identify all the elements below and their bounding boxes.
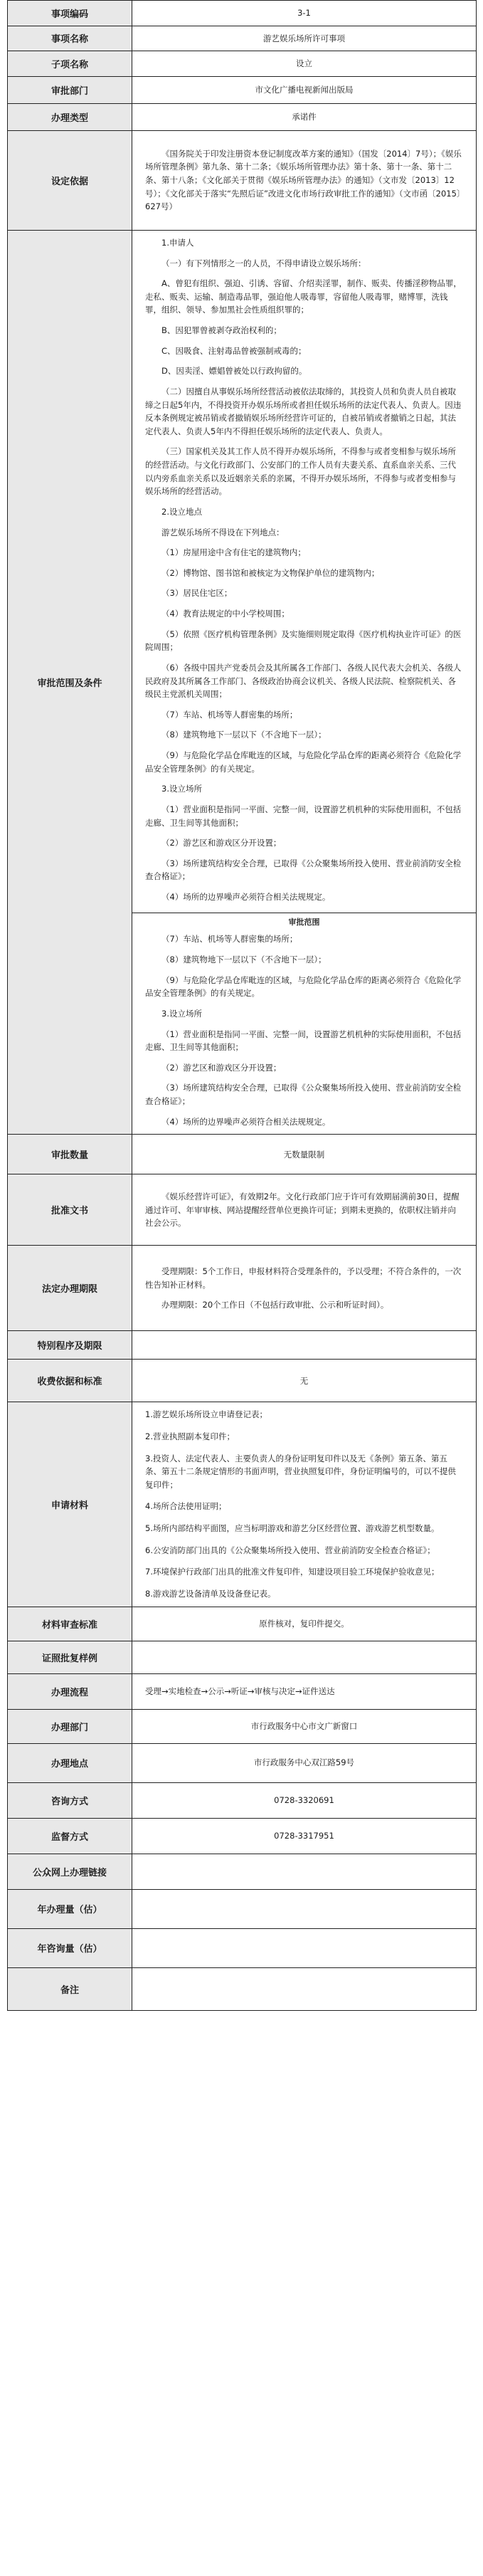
label-type: 办理类型 [8,103,132,130]
scope-paragraph: （3）场所建筑结构安全合理，已取得《公众聚集场所投入使用、营业前消防安全检查合格证》； [145,858,462,882]
label-annual-consult: 年咨询量（估） [8,1928,132,1967]
value-location: 市行政服务中心双江路59号 [132,1743,477,1782]
row-basis [8,130,477,230]
value-type: 承诺件 [132,103,477,130]
row-location [8,1743,477,1782]
scope-paragraph: （9）与危险化学品仓库毗连的区域，与危险化学品仓库的距离必须符合《危险化学品安全管理条例》的有关规定。 [145,750,462,774]
row-name [8,26,477,51]
row-supervise [8,1818,477,1854]
scope-paragraph: 1.申请人 [161,237,194,248]
scope-paragraph: A、曾犯有组织、强迫、引诱、容留、介绍卖淫罪，制作、贩卖、传播淫秽物品罪，走私、贩卖、运输、制造毒品罪，强迫他人吸毒罪，容留他人吸毒罪，赌博罪，洗钱罪，组织、领导、参加黑社会性质组织罪的； [145,278,462,315]
scope-continuation-paragraph: （8）建筑物地下一层以下（不含地下一层）； [161,955,327,965]
label-quantity: 审批数量 [8,1135,132,1174]
scope-continuation-paragraph: （1）营业面积是指同一平面、完整一间，设置游艺机机种的实际使用面积，不包括走廊、卫生间等其他面积； [145,1029,462,1053]
scope-paragraph: （三）国家机关及其工作人员不得开办娱乐场所，不得参与或者变相参与娱乐场所的经营活动。与文化行政部门、公安部门的工作人员有夫妻关系、直系血亲关系、三代以内旁系血亲关系以及近姻亲关系的亲属，不得开办娱乐场所，不得参与或者变相参与娱乐场所的经营活动。 [145,446,456,497]
scope-paragraph: （1）房屋用途中含有住宅的建筑物内； [161,547,306,558]
scope-paragraph: 2.设立地点 [161,506,202,517]
value-material-std: 原件核对，复印件提交。 [132,1607,477,1641]
value-dept: 市文化广播电视新闻出版局 [132,76,477,103]
scope-paragraph: （5）依照《医疗机构管理条例》及实施细则规定取得《医疗机构执业许可证》的医院周围； [145,629,462,653]
materials-item: 4.场所合法使用证明； [145,1501,227,1512]
label-handling-dept: 办理部门 [8,1709,132,1743]
scope-cut-label: 审批范围 [288,917,320,927]
row-fee [8,1360,477,1402]
scope-paragraph: C、因吸食、注射毒品曾被强制戒毒的； [161,345,307,356]
label-process: 办理流程 [8,1673,132,1709]
row-cert-sample [8,1641,477,1673]
basis-text: 《国务院关于印发注册资本登记制度改革方案的通知》（国发〔2014〕7号）；《娱乐场所管理条例》第九条、第十二条；《娱乐场所管理办法》第十条、第十一条、第十二条、第十八条；《文化部关于贯彻《娱乐场所管理办法》的通知》（文市发〔2013〕12号）；《文化部关于落实“先照后证”改进文化市场行政审批工作的通知》（文市函〔2015〕627号） [145,148,462,212]
label-subitem: 子项名称 [8,51,132,77]
label-remarks: 备注 [8,1967,132,2010]
value-name: 游艺娱乐场所许可事项 [132,26,477,51]
row-code [8,1,477,26]
label-dept: 审批部门 [8,76,132,103]
scope-continuation-paragraph: （7）车站、机场等人群密集的场所； [161,934,298,945]
row-scope [8,230,477,1134]
scope-paragraph: D、因卖淫、嫖娼曾被处以行政拘留的。 [161,366,307,377]
scope-paragraph: （2）游艺区和游戏区分开设置； [161,838,282,848]
label-name: 事项名称 [8,26,132,51]
scope-paragraph: （4）场所的边界噪声必须符合相关法规规定。 [161,892,331,902]
scope-paragraph: （一）有下列情形之一的人员，不得申请设立娱乐场所： [161,258,366,268]
materials-item: 8.游戏游艺设备清单及设备登记表。 [145,1588,276,1599]
materials-item: 7.环境保护行政部门出具的批准文件复印件，知建设项目验工环境保护验收意见； [145,1567,440,1577]
scope-paragraphs [145,236,463,904]
label-cert-sample: 证照批复样例 [8,1641,132,1673]
value-code: 3-1 [132,1,477,26]
row-online [8,1854,477,1889]
label-consult: 咨询方式 [8,1782,132,1818]
row-quantity [8,1135,477,1174]
scope-paragraph: （3）居民住宅区； [161,588,233,599]
scope-paragraph: B、因犯罪曾被剥夺政治权利的； [161,325,282,335]
value-online [132,1854,477,1889]
row-type [8,103,477,130]
value-scope [132,230,477,1134]
value-fee: 无 [132,1360,477,1402]
value-basis [132,130,477,230]
scope-paragraph: （二）因擅自从事娱乐场所经营活动被依法取缔的，其投资人员和负责人员自被取缔之日起5年内，不得投资开办娱乐场所或者担任娱乐场所的法定代表人、负责人。因违反本条例规定被吊销或者撤销娱乐场所经营许可证的，自被吊销或者撤销之日起，其法定代表人、负责人5年内不得担任娱乐场所的法定代表人、负责人。 [145,386,462,436]
label-annual-volume: 年办理量（估） [8,1889,132,1928]
item-details-table [7,0,477,2011]
value-supervise: 0728-3317951 [132,1818,477,1854]
row-remarks [8,1967,477,2010]
label-special: 特别程序及期限 [8,1331,132,1360]
value-annual-consult [132,1928,477,1967]
row-dept [8,76,477,103]
value-consult: 0728-3320691 [132,1782,477,1818]
row-materials [8,1402,477,1607]
deadline-accept: 受理期限：5个工作日，申报材料符合受理条件的，予以受理；不符合条件的，一次性告知补正材料。 [145,1266,462,1290]
scope-paragraph: 3.设立场所 [161,784,202,794]
value-process: 受理→实地检查→公示→听证→审核与决定→证件送达 [132,1673,477,1709]
row-doc [8,1174,477,1246]
scope-continuation-paragraph: （9）与危险化学品仓库毗连的区域，与危险化学品仓库的距离必须符合《危险化学品安全管理条例》的有关规定。 [145,974,462,999]
scope-paragraph: （6）各级中国共产党委员会及其所属各工作部门、各级人民代表大会机关、各级人民政府及其所属各工作部门、各级政治协商会议机关、各级人民法院、检察院机关、各级民主党派机关周围； [145,662,462,700]
row-annual-volume [8,1889,477,1928]
materials-item: 3.投资人、法定代表人、主要负责人的身份证明复印件以及无《条例》第五条、第五条、第五十二条规定情形的书面声明，营业执照复印件，身份证明编号的，可以不提供复印件； [145,1453,456,1490]
row-material-std [8,1607,477,1641]
materials-item: 6.公安消防部门出具的《公众聚集场所投入使用、营业前消防安全检查合格证》； [145,1545,435,1555]
label-online: 公众网上办理链接 [8,1854,132,1889]
label-location: 办理地点 [8,1743,132,1782]
label-supervise: 监督方式 [8,1818,132,1854]
value-cert-sample [132,1641,477,1673]
scope-paragraph: （2）博物馆、图书馆和被核定为文物保护单位的建筑物内； [161,567,380,578]
label-scope: 审批范围及条件 [8,230,132,1134]
row-annual-consult [8,1928,477,1967]
row-special [8,1331,477,1360]
value-handling-dept: 市行政服务中心市文广新窗口 [132,1709,477,1743]
label-deadline: 法定办理期限 [8,1246,132,1331]
scope-paragraph: （8）建筑物地下一层以下（不含地下一层）； [161,730,327,740]
materials-item: 5.场所内部结构平面图，应当标明游戏和游艺分区经营位置、游戏游艺机型数量。 [145,1523,440,1534]
value-remarks [132,1967,477,2010]
row-handling-dept [8,1709,477,1743]
label-code: 事项编码 [8,1,132,26]
value-doc [132,1174,477,1246]
row-deadline [8,1246,477,1331]
value-annual-volume [132,1889,477,1928]
scope-continuation-paragraph: 3.设立场所 [161,1008,202,1019]
value-quantity: 无数量限制 [132,1135,477,1174]
row-subitem [8,51,477,77]
value-materials [132,1402,477,1607]
label-material-std: 材料审查标准 [8,1607,132,1641]
doc-text: 《娱乐经营许可证》，有效期2年。文化行政部门应于许可有效期届满前30日，提醒通过许可、年审审核、网站提醒经营单位更换许可证；到期未更换的，依职权注销并向社会公示。 [145,1191,460,1229]
materials-item: 2.营业执照副本复印件； [145,1431,235,1441]
scope-continuation [145,932,463,1128]
label-doc: 批准文书 [8,1174,132,1246]
value-subitem: 设立 [132,51,477,77]
materials-list [145,1408,463,1600]
scope-continuation-paragraph: （3）场所建筑结构安全合理，已取得《公众聚集场所投入使用、营业前消防安全检查合格证》； [145,1083,462,1107]
row-consult [8,1782,477,1818]
label-fee: 收费依据和标准 [8,1360,132,1402]
value-special [132,1331,477,1360]
scope-paragraph: （4）教育法规定的中小学校周围； [161,609,290,619]
scope-continuation-paragraph: （4）场所的边界噪声必须符合相关法规规定。 [161,1116,331,1127]
scope-continuation-paragraph: （2）游艺区和游戏区分开设置； [161,1062,282,1073]
deadline-process: 办理期限：20个工作日（不包括行政审批、公示和听证时间）。 [161,1300,389,1310]
label-materials: 申请材料 [8,1402,132,1607]
scope-paragraph: （7）车站、机场等人群密集的场所； [161,709,298,720]
label-basis: 设定依据 [8,130,132,230]
value-deadline [132,1246,477,1331]
row-process [8,1673,477,1709]
materials-item: 1.游艺娱乐场所设立申请登记表； [145,1409,267,1420]
scope-paragraph: 游艺娱乐场所不得设在下列地点： [161,527,285,537]
scope-paragraph: （1）营业面积是指同一平面、完整一间，设置游艺机机种的实际使用面积，不包括走廊、卫生间等其他面积； [145,804,462,828]
